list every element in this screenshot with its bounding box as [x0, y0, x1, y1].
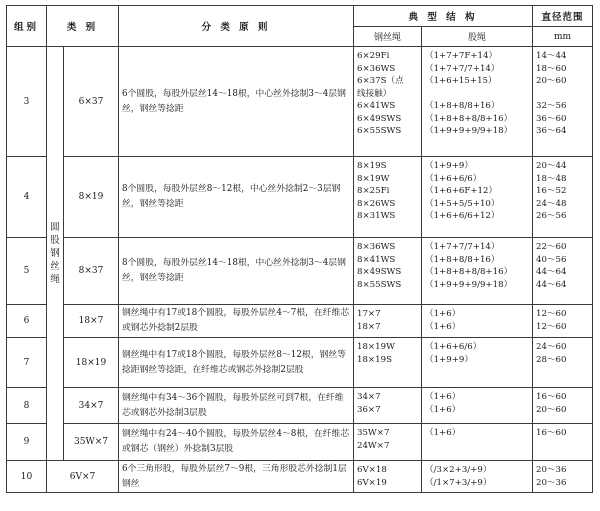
list-line: 44～64 — [536, 279, 567, 290]
category-cell: 8×19 — [64, 157, 119, 238]
list-line: 12～60 — [536, 309, 567, 319]
table-row — [7, 157, 593, 238]
principle-cell: 钢丝绳中有17或18个圆股，每股外层丝4～7根，在纤维芯或钢芯外捻制2层股 — [119, 305, 354, 338]
list-line: 36×7 — [357, 404, 381, 415]
list-line: 26～56 — [536, 211, 567, 221]
list-line: 6×41WS — [357, 101, 396, 111]
table-row — [7, 461, 593, 493]
header-wire-rope: 钢丝绳 — [354, 27, 422, 47]
group-label-text: 圆 股 钢 丝 绳 — [50, 222, 60, 285]
list-line: （1+9+9） — [425, 354, 473, 365]
list-line: 20～44 — [536, 161, 567, 171]
list-line: 28～60 — [536, 354, 567, 365]
list-line — [536, 440, 592, 453]
table-row — [7, 47, 593, 157]
list-line: （1+8+8/8+16） — [425, 101, 500, 111]
spec-table-page — [6, 5, 592, 508]
group-number: 8 — [7, 388, 47, 424]
range-list — [533, 338, 593, 388]
group-label — [47, 47, 64, 461]
list-line: （1+8+8/8+16） — [425, 254, 500, 265]
list-line: 24～48 — [536, 198, 567, 209]
header-range: 直径范围 — [533, 6, 593, 27]
group-number: 10 — [7, 461, 47, 493]
list-line: 8×26WS — [357, 198, 396, 209]
list-line: （1+6+6/6） — [425, 173, 482, 184]
list-line: 8×31WS — [357, 211, 396, 221]
list-line: 24～60 — [536, 342, 567, 352]
list-line: 17×7 — [357, 309, 381, 319]
list-line: 8×41WS — [357, 254, 396, 265]
list-line: （1+9+9） — [425, 161, 473, 171]
list-line — [425, 440, 532, 453]
header-typical: 典 型 结 构 — [354, 6, 533, 27]
principle-cell: 8个圆股，每股外层丝8～12根，中心丝外捻制2～3层钢丝，钢丝等捻距 — [119, 157, 354, 238]
list-line: （1+7+7/7+14） — [425, 242, 500, 252]
list-line: （1+6） — [425, 321, 461, 332]
group-number: 9 — [7, 424, 47, 461]
table-row — [7, 424, 593, 461]
header-strand: 股绳 — [422, 27, 533, 47]
table-row — [7, 238, 593, 305]
category-cell: 6V×7 — [47, 461, 119, 493]
list-line: 16～60 — [536, 392, 567, 402]
list-line: 8×55SWS — [357, 279, 402, 290]
principle-cell: 6个三角形股，每股外层丝7～9根，三角形股芯外捻制1层钢丝 — [119, 461, 354, 493]
rope-list — [354, 388, 422, 424]
group-number: 5 — [7, 238, 47, 305]
range-list — [533, 424, 593, 461]
list-line: （1+8+8+8/8+16） — [425, 267, 513, 277]
header-category: 类 别 — [47, 6, 119, 47]
range-list — [533, 238, 593, 305]
list-line: 6×36WS — [357, 63, 396, 74]
group-number: 4 — [7, 157, 47, 238]
list-line: （1+7+7/7+14） — [425, 63, 500, 74]
category-cell: 18×19 — [64, 338, 119, 388]
list-line: 8×36WS — [357, 242, 396, 252]
list-line: 35W×7 — [357, 428, 390, 438]
list-line: （1+7+7F+14） — [425, 51, 498, 61]
list-line: 40～56 — [536, 254, 567, 265]
principle-cell: 钢丝绳中有17或18个圆股，每股外层丝8～12根，钢丝等捻距钢丝等捻距，在纤维芯或钢芯外捻制2层股 — [119, 338, 354, 388]
list-line: 18×19W — [357, 342, 395, 352]
range-list — [533, 157, 593, 238]
rope-list — [354, 424, 422, 461]
list-line: （1+5+5/5+10） — [425, 198, 500, 209]
category-cell: 34×7 — [64, 388, 119, 424]
list-line — [425, 88, 532, 101]
list-line: 6×37S（点 — [357, 76, 404, 86]
group-number: 7 — [7, 338, 47, 388]
list-line: 24W×7 — [357, 440, 390, 451]
strand-list — [422, 47, 533, 157]
principle-cell: 8个圆股，每股外层丝14～18根，中心丝外捻制3～4层钢丝，钢丝等捻距 — [119, 238, 354, 305]
range-list — [533, 461, 593, 493]
list-line: （1+9+9+9/9+18） — [425, 279, 513, 290]
principle-cell: 6个圆股，每股外层丝14～18根，中心丝外捻制3～4层钢丝，钢丝等捻距 — [119, 47, 354, 157]
strand-list — [422, 157, 533, 238]
list-line: 18×7 — [357, 321, 381, 332]
list-line: 8×49SWS — [357, 267, 402, 277]
list-line: 16～52 — [536, 186, 567, 196]
list-line — [536, 88, 592, 101]
list-line: （1+6） — [425, 392, 461, 402]
list-line: 20～60 — [536, 76, 567, 86]
table-row — [7, 338, 593, 388]
list-line: 32～56 — [536, 101, 567, 111]
strand-list — [422, 461, 533, 493]
list-line: 8×25Fi — [357, 186, 390, 196]
principle-cell: 钢丝绳中有34～36个圆股，每股外层丝可到7根，在纤维芯或钢芯外捻制3层股 — [119, 388, 354, 424]
range-list — [533, 305, 593, 338]
range-list — [533, 47, 593, 157]
list-line: 16～60 — [536, 428, 567, 438]
rope-list — [354, 338, 422, 388]
list-line: 12～60 — [536, 321, 567, 332]
group-number: 3 — [7, 47, 47, 157]
list-line: （1+8+8+8/8+16） — [425, 113, 513, 124]
category-cell: 8×37 — [64, 238, 119, 305]
list-line: （1+6+6/6） — [425, 342, 482, 352]
list-line: 22～60 — [536, 242, 567, 252]
rope-list — [354, 157, 422, 238]
rope-list — [354, 305, 422, 338]
list-line: 18～60 — [536, 63, 567, 74]
list-line: （/3×2+3/+9） — [425, 465, 492, 475]
list-line: （1+6） — [425, 428, 461, 438]
strand-list — [422, 305, 533, 338]
group-number: 6 — [7, 305, 47, 338]
strand-list — [422, 238, 533, 305]
rope-list — [354, 47, 422, 157]
list-line: （/1×7+3/+9） — [425, 477, 492, 488]
list-line: （1+6） — [425, 309, 461, 319]
list-line: 20～60 — [536, 404, 567, 415]
list-line: 18×19S — [357, 354, 392, 365]
category-cell: 6×37 — [64, 47, 119, 157]
list-line: 44～64 — [536, 267, 567, 277]
rope-classification-table — [6, 5, 593, 493]
list-line: （1+9+9+9/9+18） — [425, 126, 513, 136]
list-line: 6×55SWS — [357, 126, 402, 136]
list-line: 20～36 — [536, 477, 567, 488]
list-line: （1+6+6F+12） — [425, 186, 498, 196]
list-line: 6×49SWS — [357, 113, 402, 124]
category-cell: 18×7 — [64, 305, 119, 338]
list-line: （1+6） — [425, 404, 461, 415]
strand-list — [422, 338, 533, 388]
header-principle: 分 类 原 则 — [119, 6, 354, 47]
list-line: 6×29Fi — [357, 51, 390, 61]
list-line: （1+6+6/6+12） — [425, 211, 500, 221]
list-line: 8×19W — [357, 173, 390, 184]
header-unit: mm — [533, 27, 593, 47]
strand-list — [422, 424, 533, 461]
list-line: 6V×18 — [357, 465, 387, 475]
rope-list — [354, 238, 422, 305]
category-cell: 35W×7 — [64, 424, 119, 461]
table-row — [7, 388, 593, 424]
list-line: 6V×19 — [357, 477, 387, 488]
principle-cell: 钢丝绳中有24～40个圆股，每股外层丝4～8根，在纤维芯或钢芯（钢丝）外捻制3层股 — [119, 424, 354, 461]
list-line: 20～36 — [536, 465, 567, 475]
header-group: 组别 — [7, 6, 47, 47]
strand-list — [422, 388, 533, 424]
list-line: 8×19S — [357, 161, 387, 171]
range-list — [533, 388, 593, 424]
list-line: 18～48 — [536, 173, 567, 184]
list-line: 14～44 — [536, 51, 567, 61]
list-line: 36～60 — [536, 113, 567, 124]
list-line: 34×7 — [357, 392, 381, 402]
list-line: （1+6+15+15） — [425, 76, 497, 86]
header-row-1 — [7, 6, 593, 27]
table-row — [7, 305, 593, 338]
list-line: 线接触） — [357, 88, 392, 99]
list-line: 36～64 — [536, 126, 567, 136]
rope-list — [354, 461, 422, 493]
